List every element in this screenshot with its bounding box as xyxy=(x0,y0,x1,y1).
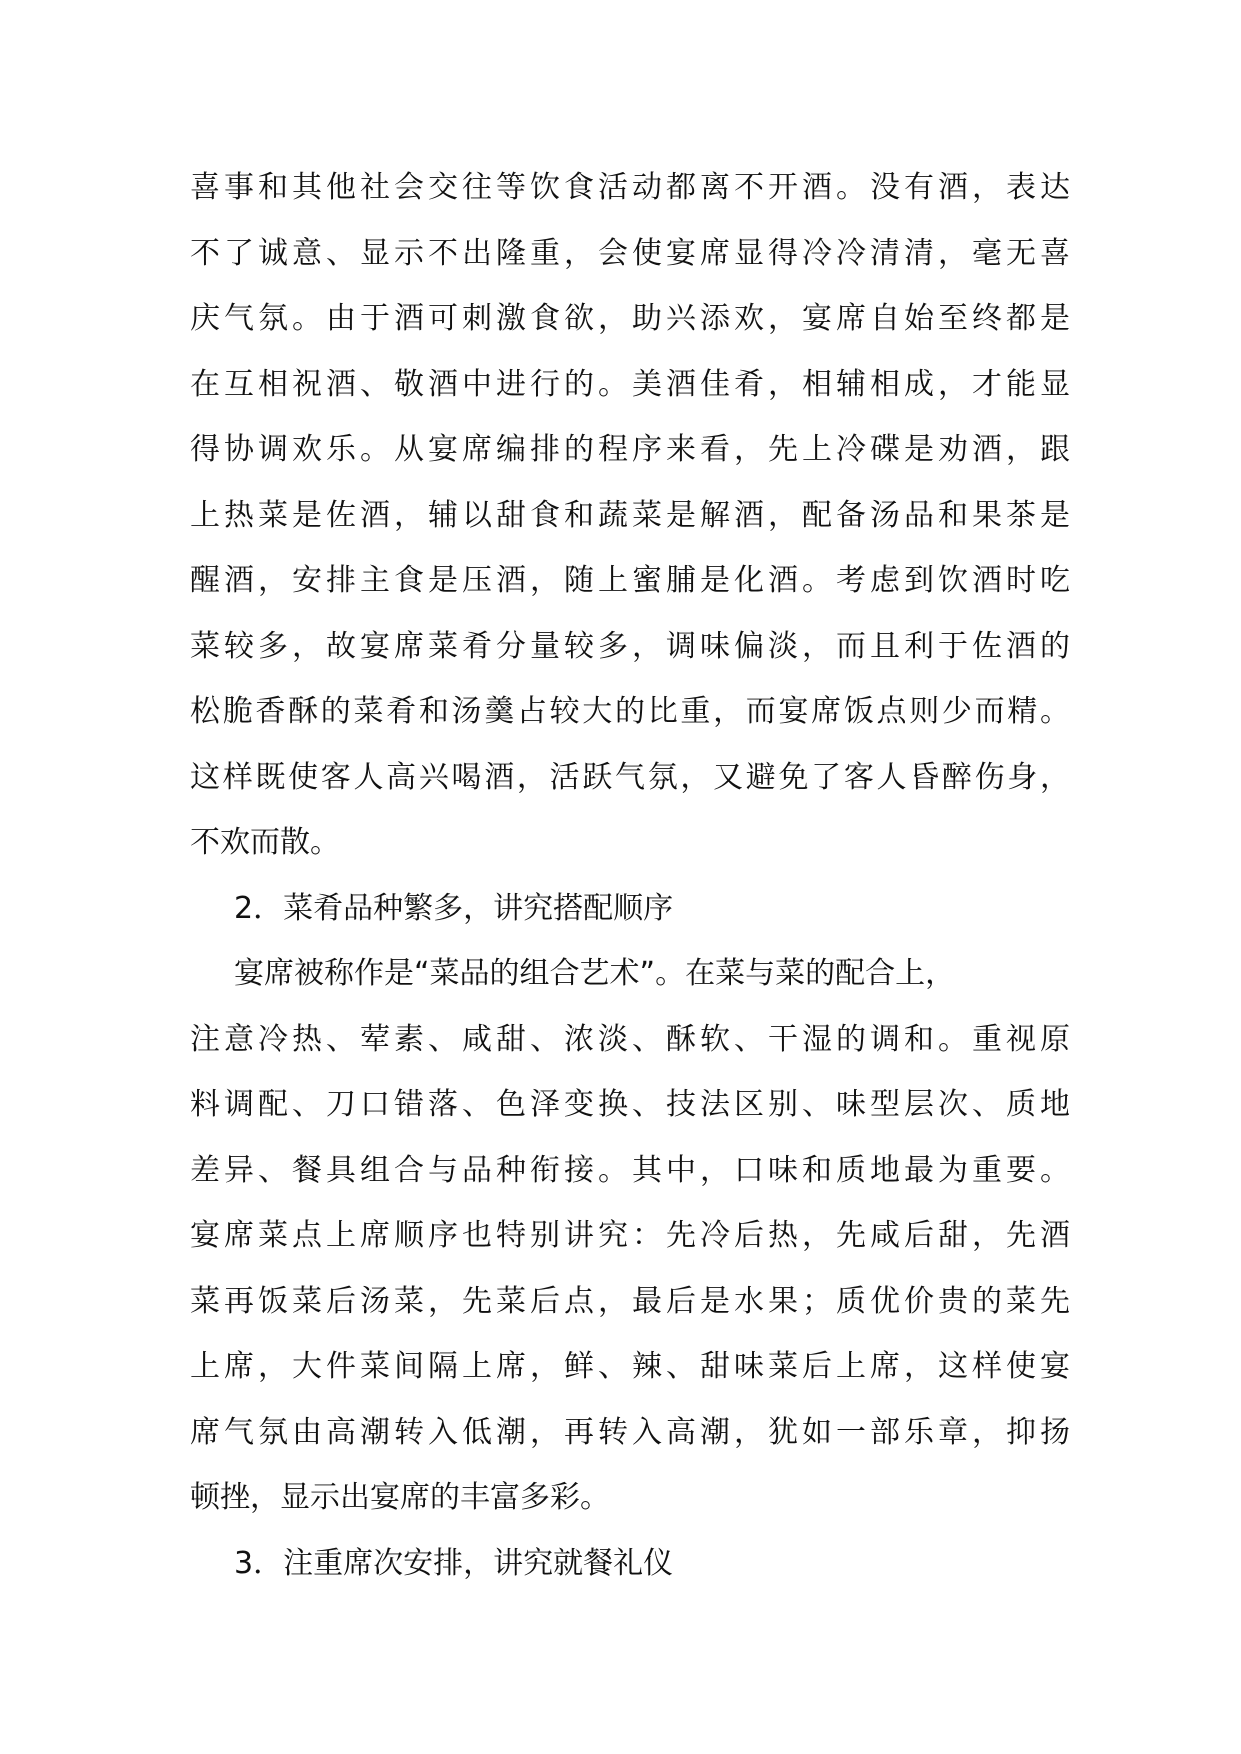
text-line: 差异、餐具组合与品种衔接。其中，口味和质地最为重要。 xyxy=(190,1152,1070,1188)
text-line: 宴席被称作是“菜品的组合艺术”。在菜与菜的配合上， xyxy=(234,956,956,991)
section-heading: 3．注重席次安排，讲究就餐礼仪 xyxy=(234,1545,674,1581)
text-line: 宴席菜点上席顺序也特别讲究：先冷后热，先咸后甜，先酒 xyxy=(190,1218,1070,1253)
text-line: 上席，大件菜间隔上席，鲜、辣、甜味菜后上席，这样使宴 xyxy=(190,1349,1070,1384)
text-line: 不欢而散。 xyxy=(190,825,340,860)
text-line: 菜再饭菜后汤菜，先菜后点，最后是水果；质优价贵的菜先 xyxy=(190,1283,1070,1319)
text-line: 不了诚意、显示不出隆重，会使宴席显得冷冷清清，毫无喜 xyxy=(190,235,1070,271)
text-line: 料调配、刀口错落、色泽变换、技法区别、味型层次、质地 xyxy=(190,1087,1070,1122)
text-line: 得协调欢乐。从宴席编排的程序来看，先上冷碟是劝酒，跟 xyxy=(190,432,1070,467)
text-line: 在互相祝酒、敬酒中进行的。美酒佳肴，相辅相成，才能显 xyxy=(190,366,1070,402)
text-line: 喜事和其他社会交往等饮食活动都离不开酒。没有酒，表达 xyxy=(190,170,1070,205)
text-line: 醒酒，安排主食是压酒，随上蜜脯是化酒。考虑到饮酒时吃 xyxy=(190,563,1070,598)
text-line: 菜较多，故宴席菜肴分量较多，调味偏淡，而且利于佐酒的 xyxy=(190,628,1070,664)
section-heading: 2．菜肴品种繁多，讲究搭配顺序 xyxy=(234,890,674,926)
text-line: 上热菜是佐酒，辅以甜食和蔬菜是解酒，配备汤品和果茶是 xyxy=(190,497,1070,533)
body-text xyxy=(190,158,1070,1599)
text-line: 这样既使客人高兴喝酒，活跃气氛，又避免了客人昏醉伤身， xyxy=(190,759,1070,795)
text-line: 顿挫，显示出宴席的丰富多彩。 xyxy=(190,1480,610,1515)
text-line: 松脆香酥的菜肴和汤羹占较大的比重，而宴席饭点则少而精。 xyxy=(190,694,1070,729)
text-line: 席气氛由高潮转入低潮，再转入高潮，犹如一部乐章，抑扬 xyxy=(190,1414,1070,1450)
text-line: 庆气氛。由于酒可刺激食欲，助兴添欢，宴席自始至终都是 xyxy=(190,301,1070,336)
text-line: 注意冷热、荤素、咸甜、浓淡、酥软、干湿的调和。重视原 xyxy=(190,1021,1070,1057)
